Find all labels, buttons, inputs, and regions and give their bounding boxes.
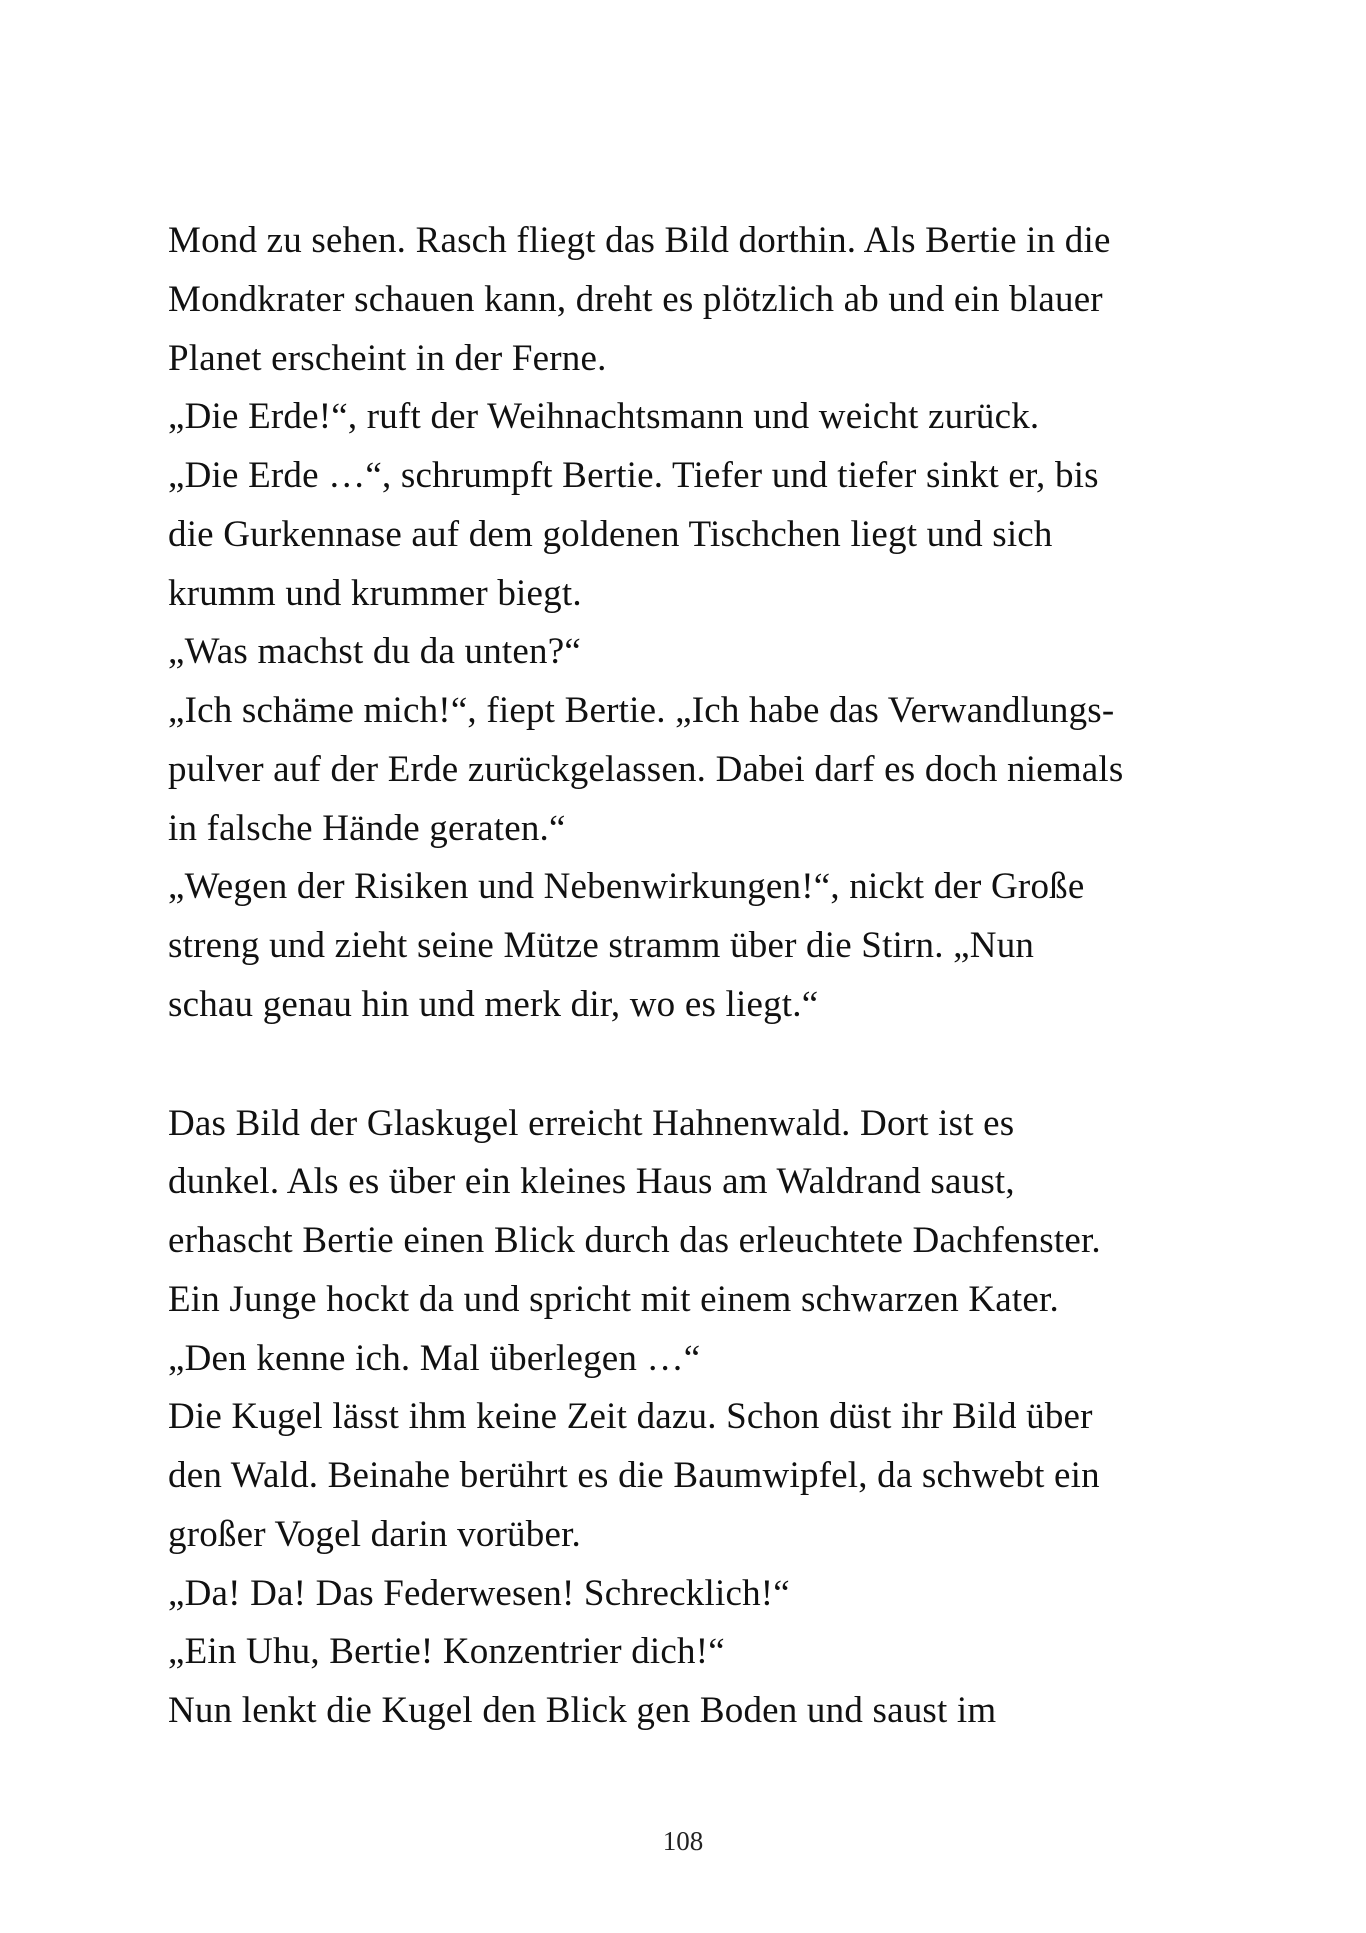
text-line: Die Kugel lässt ihm keine Zeit dazu. Schon düst ihr Bild über: [168, 1396, 1093, 1437]
text-line: „Da! Da! Das Federwesen! Schrecklich!“: [168, 1573, 790, 1614]
text-line: den Wald. Beinahe berührt es die Baumwipfel, da schwebt ein: [168, 1455, 1100, 1496]
text-line: „Wegen der Risiken und Nebenwirkungen!“, nickt der Große: [168, 866, 1085, 907]
text-line: krumm und krummer biegt.: [168, 573, 582, 614]
text-line: großer Vogel darin vorüber.: [168, 1514, 581, 1555]
text-line: Das Bild der Glaskugel erreicht Hahnenwald. Dort ist es: [168, 1103, 1015, 1144]
text-line: „Die Erde!“, ruft der Weihnachtsmann und weicht zurück.: [168, 396, 1040, 437]
text-line: „Ein Uhu, Bertie! Konzentrier dich!“: [168, 1631, 725, 1672]
text-line: dunkel. Als es über ein kleines Haus am Waldrand saust,: [168, 1161, 1015, 1202]
text-line: Mondkrater schauen kann, dreht es plötzlich ab und ein blauer: [168, 279, 1103, 320]
text-line: die Gurkennase auf dem goldenen Tischchen liegt und sich: [168, 514, 1053, 555]
text-line: erhascht Bertie einen Blick durch das erleuchtete Dachfenster.: [168, 1220, 1101, 1261]
text-line: pulver auf der Erde zurückgelassen. Dabei darf es doch niemals: [168, 749, 1124, 790]
text-line: schau genau hin und merk dir, wo es liegt.“: [168, 984, 819, 1025]
text-line: Planet erscheint in der Ferne.: [168, 338, 607, 379]
text-line: „Die Erde …“, schrumpft Bertie. Tiefer und tiefer sinkt er, bis: [168, 455, 1099, 496]
text-line: Nun lenkt die Kugel den Blick gen Boden und saust im: [168, 1690, 997, 1731]
page-number: 108: [662, 1826, 704, 1856]
text-line: „Was machst du da unten?“: [168, 631, 581, 672]
text-line: Mond zu sehen. Rasch fliegt das Bild dorthin. Als Bertie in die: [168, 220, 1111, 261]
text-line: „Ich schäme mich!“, fiept Bertie. „Ich habe das Verwandlungs-: [168, 690, 1115, 731]
text-line: „Den kenne ich. Mal überlegen …“: [168, 1338, 701, 1379]
text-line: in falsche Hände geraten.“: [168, 808, 566, 849]
text-line: streng und zieht seine Mütze stramm über die Stirn. „Nun: [168, 925, 1035, 966]
text-line: Ein Junge hockt da und spricht mit einem schwarzen Kater.: [168, 1279, 1059, 1320]
